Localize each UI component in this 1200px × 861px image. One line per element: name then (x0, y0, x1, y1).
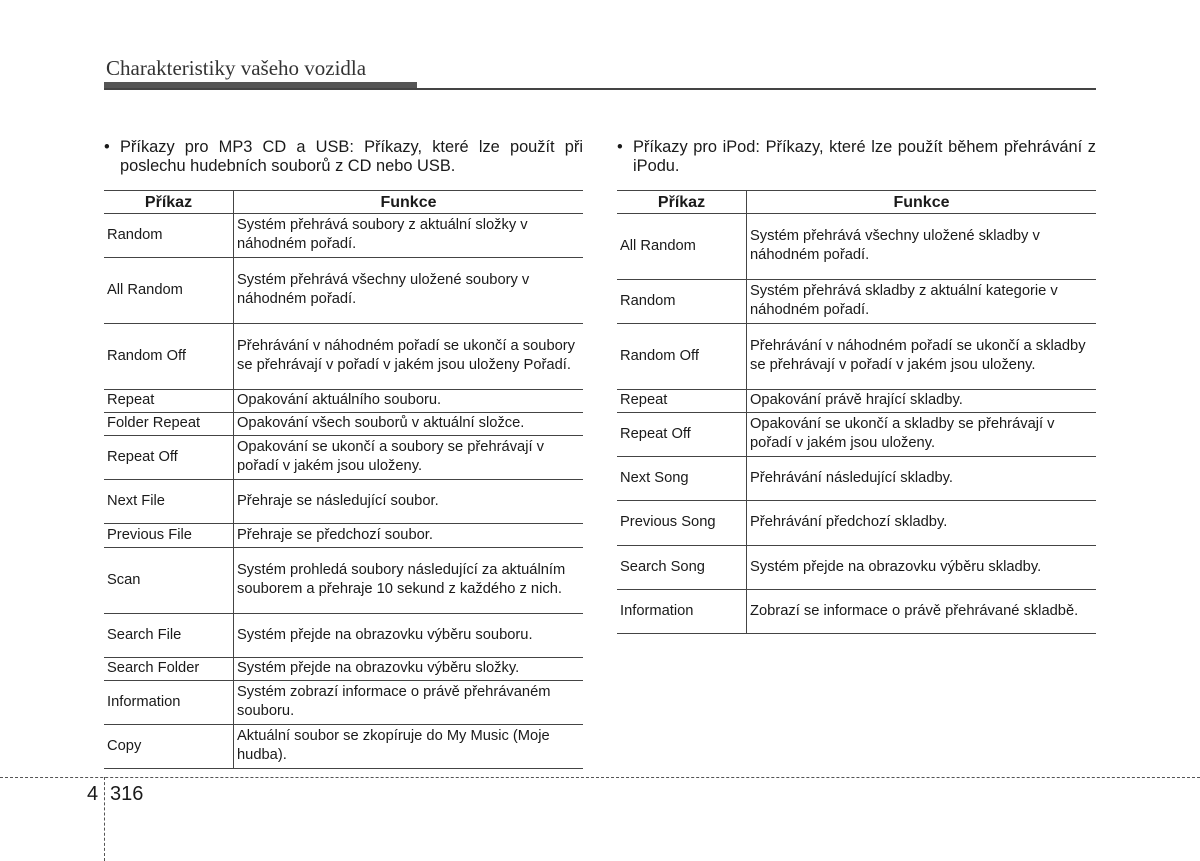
function-cell: Opakování aktuálního souboru. (234, 390, 584, 413)
table-row (104, 324, 583, 390)
command-cell: Next File (104, 480, 234, 524)
table-row (617, 214, 1096, 280)
table-row (104, 258, 583, 324)
table-row (104, 725, 583, 769)
function-cell: Systém zobrazí informace o právě přehrávaném souboru. (234, 681, 584, 725)
mp3-usb-intro-text: Příkazy pro MP3 CD a USB: Příkazy, které lze použít při poslechu hudebních souborů z CD nebo USB. (120, 138, 583, 175)
table-row (617, 324, 1096, 390)
command-cell: Repeat (104, 390, 234, 413)
function-cell: Aktuální soubor se zkopíruje do My Music (Moje hudba). (234, 725, 584, 769)
function-cell: Opakování se ukončí a soubory se přehrávají v pořadí v jakém jsou uloženy. (234, 436, 584, 480)
command-cell: Repeat Off (617, 413, 747, 457)
table-row (104, 681, 583, 725)
command-cell: Previous File (104, 524, 234, 548)
command-cell: Random (104, 214, 234, 258)
header-rule (104, 88, 1096, 90)
table-header-row (617, 191, 1096, 214)
table-row (617, 546, 1096, 590)
column-header-function: Funkce (234, 191, 584, 214)
command-cell: Previous Song (617, 501, 747, 546)
bullet-icon: • (104, 138, 110, 156)
mp3-usb-command-table (104, 190, 583, 769)
command-cell: Repeat (617, 390, 747, 413)
command-cell: Next Song (617, 457, 747, 501)
table-row (104, 214, 583, 258)
table-row (617, 413, 1096, 457)
function-cell: Systém přehrává všechny uložené skladby v náhodném pořadí. (747, 214, 1097, 280)
function-cell: Systém prohledá soubory následující za aktuálním souborem a přehraje 10 sekund z každého z nich. (234, 548, 584, 614)
ipod-intro (617, 138, 1096, 178)
page-number: 316 (110, 783, 144, 805)
function-cell: Systém přehrává soubory z aktuální složky v náhodném pořadí. (234, 214, 584, 258)
command-cell: Search File (104, 614, 234, 658)
function-cell: Opakování právě hrající skladby. (747, 390, 1097, 413)
command-cell: Folder Repeat (104, 413, 234, 436)
function-cell: Přehrávání následující skladby. (747, 457, 1097, 501)
table-row (104, 390, 583, 413)
table-row (617, 590, 1096, 634)
mp3-usb-intro (104, 138, 583, 178)
bullet-icon: • (617, 138, 623, 156)
ipod-command-table (617, 190, 1096, 634)
command-cell: Information (104, 681, 234, 725)
table-header-row (104, 191, 583, 214)
function-cell: Přehrávání předchozí skladby. (747, 501, 1097, 546)
column-header-command: Příkaz (104, 191, 234, 214)
command-cell: Information (617, 590, 747, 634)
table-row (104, 614, 583, 658)
table-row (104, 413, 583, 436)
chapter-number: 4 (87, 783, 99, 805)
mp3-usb-table-body (104, 214, 583, 769)
table-row (104, 524, 583, 548)
function-cell: Systém přehrává všechny uložené soubory v náhodném pořadí. (234, 258, 584, 324)
table-row (104, 548, 583, 614)
command-cell: Search Folder (104, 658, 234, 681)
function-cell: Opakování se ukončí a skladby se přehrávají v pořadí v jakém jsou uloženy. (747, 413, 1097, 457)
function-cell: Přehrávání v náhodném pořadí se ukončí a soubory se přehrávají v pořadí v jakém jsou uloženy Pořadí. (234, 324, 584, 390)
command-cell: Search Song (617, 546, 747, 590)
footer-margin-rule (104, 777, 105, 861)
page-header-title: Charakteristiky vašeho vozidla (106, 56, 367, 80)
function-cell: Systém přejde na obrazovku výběru skladby. (747, 546, 1097, 590)
function-cell: Přehrávání v náhodném pořadí se ukončí a skladby se přehrávají v pořadí v jakém jsou uloženy. (747, 324, 1097, 390)
command-cell: All Random (617, 214, 747, 280)
function-cell: Systém přejde na obrazovku výběru složky. (234, 658, 584, 681)
left-column (104, 138, 583, 769)
footer-rule (0, 777, 1200, 778)
column-header-function: Funkce (747, 191, 1097, 214)
ipod-table-body (617, 214, 1096, 634)
command-cell: All Random (104, 258, 234, 324)
command-cell: Copy (104, 725, 234, 769)
function-cell: Přehraje se následující soubor. (234, 480, 584, 524)
right-column (617, 138, 1096, 634)
function-cell: Zobrazí se informace o právě přehrávané skladbě. (747, 590, 1097, 634)
command-cell: Random Off (617, 324, 747, 390)
function-cell: Opakování všech souborů v aktuální složce. (234, 413, 584, 436)
table-row (617, 457, 1096, 501)
ipod-intro-text: Příkazy pro iPod: Příkazy, které lze použít během přehrávání z iPodu. (633, 138, 1096, 175)
table-row (104, 436, 583, 480)
table-row (617, 501, 1096, 546)
table-row (617, 390, 1096, 413)
command-cell: Random Off (104, 324, 234, 390)
command-cell: Repeat Off (104, 436, 234, 480)
function-cell: Systém přehrává skladby z aktuální kategorie v náhodném pořadí. (747, 280, 1097, 324)
table-row (617, 280, 1096, 324)
function-cell: Přehraje se předchozí soubor. (234, 524, 584, 548)
table-row (104, 658, 583, 681)
table-row (104, 480, 583, 524)
function-cell: Systém přejde na obrazovku výběru souboru. (234, 614, 584, 658)
column-header-command: Příkaz (617, 191, 747, 214)
command-cell: Random (617, 280, 747, 324)
command-cell: Scan (104, 548, 234, 614)
